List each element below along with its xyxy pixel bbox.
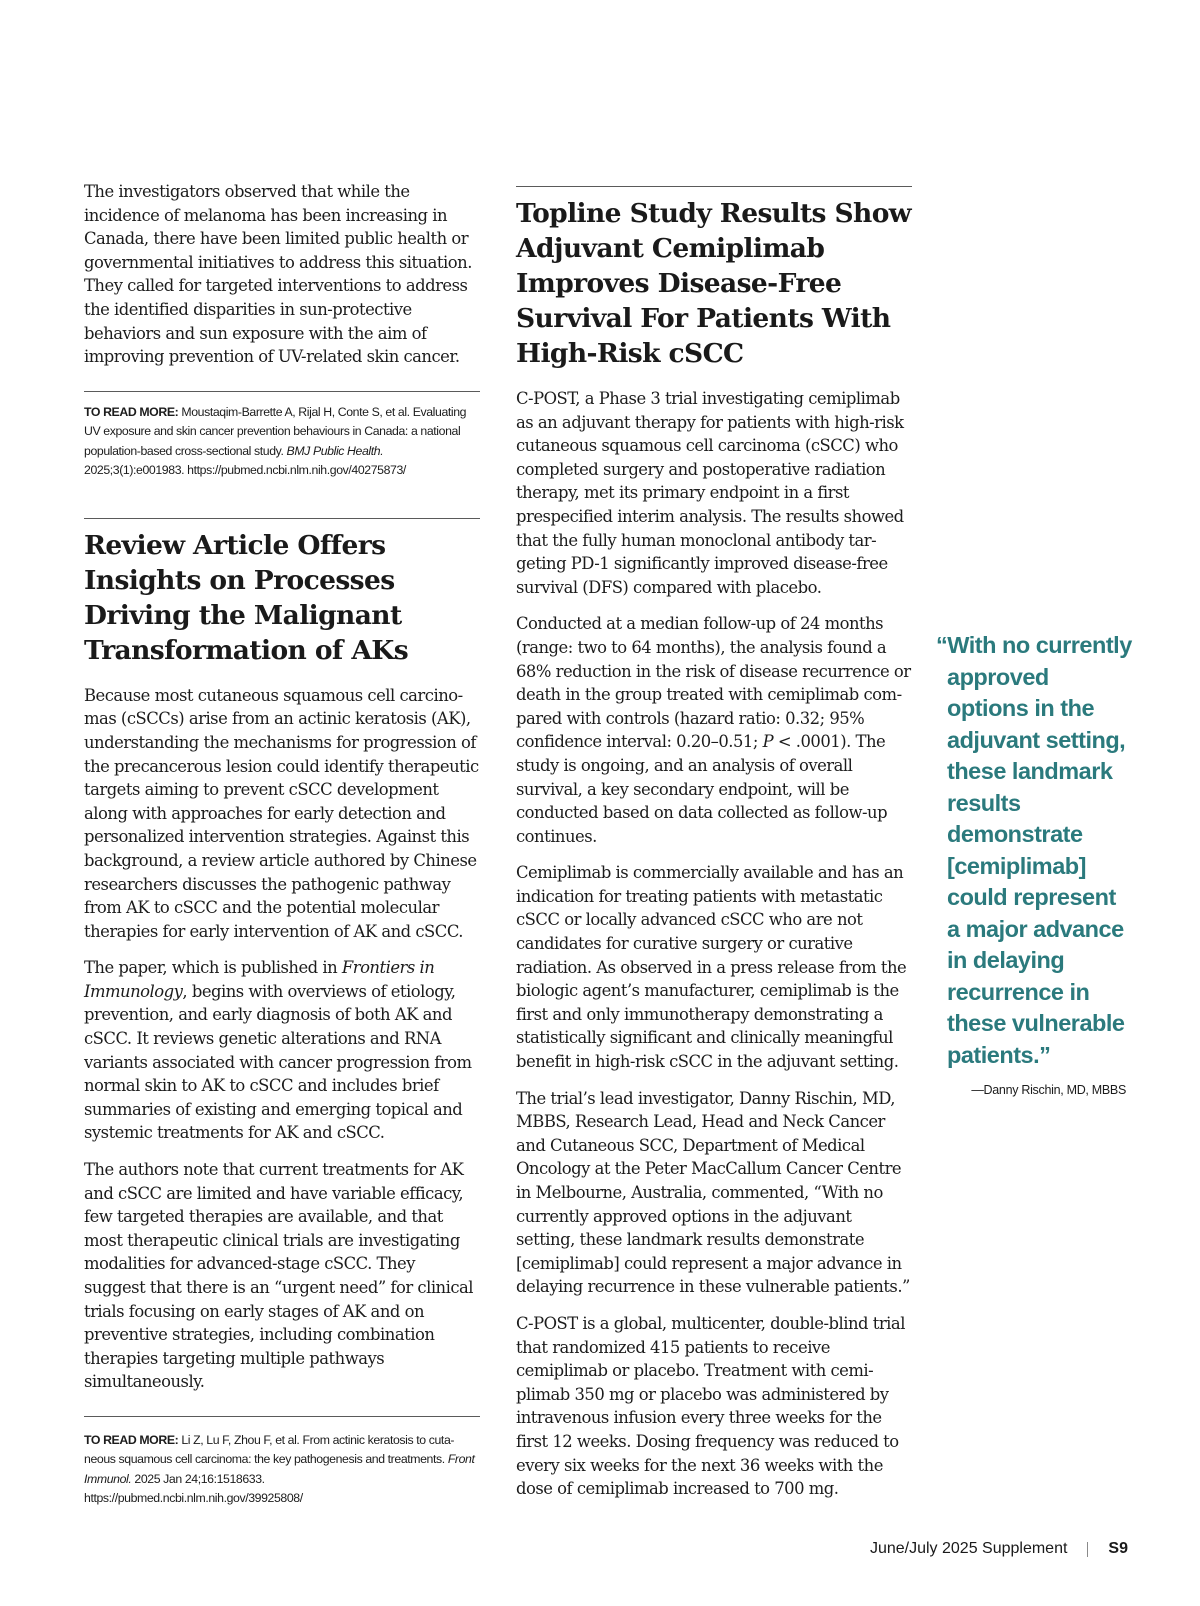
read-more-reference-1: [84, 403, 480, 481]
body-paragraph: C-POST is a global, multicenter, double-blind trial that randomized 415 patients to receive cemiplimab or placebo. Treatment with cemiplimab 350 mg or placebo was administered by intravenous infusion every three weeks for the first 12 weeks. Dosing frequency was reduced to every six weeks for the next 36 weeks with the dose of cemiplimab increased to 700 mg.: [516, 1313, 905, 1499]
page-footer: [870, 1540, 1128, 1558]
reference-link[interactable]: 2025 Jan 24;16:1518633. https://pubmed.ncbi.nlm.nih.gov/39925808/: [84, 1471, 303, 1506]
reference-text: Moustaqim-Barrette A, Rijal H, Conte S, et al. Evaluating UV exposure and skin cancer prevention behaviours in Canada: a national population-based cross-sectional study.: [84, 404, 467, 458]
section-divider: [84, 391, 480, 392]
pull-quote-attribution: —Danny Rischin, MD, MBBS: [971, 1083, 1126, 1097]
journal-title: Frontiers in Immunology: [84, 958, 435, 1001]
footer-separator: [1087, 1542, 1088, 1557]
reference-link[interactable]: 2025;3(1):e001983. https://pubmed.ncbi.nlm.nih.gov/40275873/: [84, 463, 406, 478]
body-paragraph: The paper, which is published in Frontiers in Immunology, begins with overviews of etiology, prevention, and early diagnosis of both AK and cSCC. It reviews genetic alterations and RNA variants associated with cancer progression from normal skin to AK to cSCC and includes brief summaries of existing and emerging topical and systemic treatments for AK and cSCC.: [84, 958, 472, 1143]
read-more-reference-2: [84, 1431, 480, 1509]
section-divider: [84, 1416, 480, 1417]
body-paragraph: Cemiplimab is commercially available and has an indication for treating patients with metastatic cSCC or locally advanced cSCC who are not candidates for curative surgery or curative radiation. As observed in a press release from the biologic agent’s manufacturer, cemiplimab is the first and only immunotherapy demonstrating a statistically significant and clinically meaningful benefit in high-risk cSCC in the adjuvant setting.: [516, 863, 907, 1072]
reference-journal: Front Immunol.: [84, 1452, 475, 1486]
body-paragraph: Because most cutaneous squamous cell carcinomas (cSCCs) arise from an actinic keratosis (AK), understanding the mechanisms for progression of the precancerous lesion could identify therapeutic targets aiming to prevent cSCC development along with approaches for early detection and personalized intervention strategies. Against this background, a review article authored by Chinese researchers discusses the pathogenic pathway from AK to cSCC and the potential molecular therapies for early intervention of AK and cSCC.: [84, 685, 479, 941]
issue-label: June/July 2025 Supplement: [869, 1540, 1068, 1557]
read-more-label: TO READ MORE:: [84, 404, 179, 419]
read-more-label: TO READ MORE:: [84, 1432, 179, 1447]
reference-journal: BMJ Public Health.: [286, 443, 384, 458]
reference-text: Li Z, Lu F, Zhou F, et al. From actinic keratosis to cutaneous squamous cell carcinoma: the key pathogenesis and treatments.: [84, 1432, 455, 1467]
body-paragraph: Conducted at a median follow-up of 24 months (range: two to 64 months), the analysis found a 68% reduction in the risk of disease recurrence or death in the group treated with cemiplimab compared with controls (hazard ratio: 0.32; 95% confidence interval: 0.20–0.51; P < .0001). The study is ongoing, and an analysis of overall survival, a key secondary endpoint, will be conducted based on data collected as follow-up continues.: [516, 614, 911, 846]
body-paragraph: The trial’s lead investigator, Danny Rischin, MD, MBBS, Research Lead, Head and Neck Cancer and Cutaneous SCC, Department of Medical Oncology at the Peter MacCallum Cancer Centre in Melbourne, Australia, commented, “With no currently approved options in the adjuvant setting, these landmark results demonstrate [cemiplimab] could represent a major advance in delaying recurrence in these vulnerable patients.”: [516, 1088, 910, 1297]
section-divider: [516, 186, 912, 187]
article-headline-ak-review: Review Article Offers Insights on Processes Driving the Malignant Transformation of AKs: [84, 529, 409, 666]
body-paragraph: C-POST, a Phase 3 trial investigating cemiplimab as an adjuvant therapy for patients with high-risk cutaneous squamous cell carcinoma (cSCC) who completed surgery and postoperative radiation therapy, met its primary endpoint in a first prespecified interim analysis. The results showed that the fully human monoclonal antibody targeting PD-1 significantly improved disease-free survival (DFS) compared with placebo.: [516, 389, 904, 597]
body-paragraph: The authors note that current treatments for AK and cSCC are limited and have variable efficacy, few targeted therapies are available, and that most therapeutic clinical trials are investigating modalities for advanced-stage cSCC. They suggest that there is an “urgent need” for clinical trials focusing on early stages of AK and on preventive strategies, including combination therapies targeting multiple pathways simultaneously.: [84, 1160, 474, 1392]
left-column: [84, 180, 480, 1509]
middle-column: [516, 186, 912, 1501]
intro-paragraph: The investigators observed that while the incidence of melanoma has been increasing in Canada, there have been limited public health or governmental initiatives to address this situation. They called for targeted interventions to address the identified disparities in sun-protective behaviors and sun exposure with the aim of improving prevention of UV-related skin cancer.: [84, 182, 472, 367]
pull-quote-sidebar: [936, 630, 1132, 1097]
pull-quote: “With no currently approved options in the adjuvant setting, these landmark results demonstrate [cemiplimab] could represent a major advance in delaying recurrence in these vulnerable patients.”: [936, 632, 1132, 1068]
section-divider: [84, 518, 480, 519]
page-number: S9: [1108, 1540, 1128, 1557]
article-headline-cemiplimab: Topline Study Results Show Adjuvant Cemiplimab Improves Disease-Free Survival For Patients With High-Risk cSCC: [516, 198, 911, 369]
